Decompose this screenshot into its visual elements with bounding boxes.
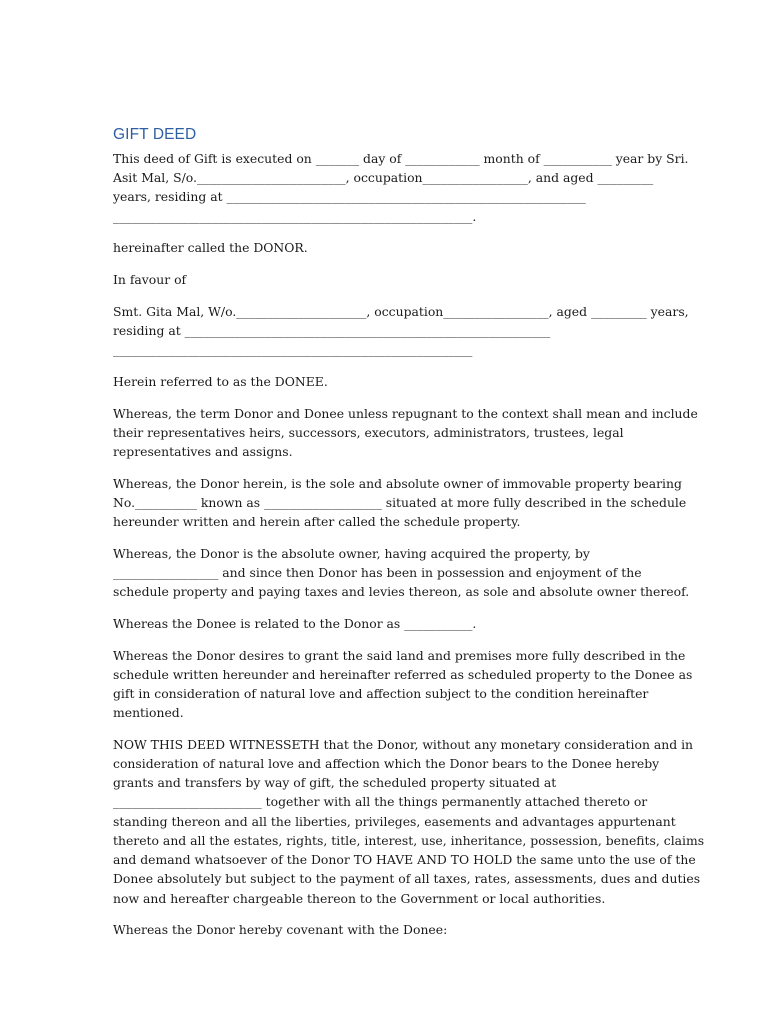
text-line: Smt. Gita Mal, W/o._____________________, occupation_________________, aged _________ years, — [113, 303, 689, 319]
text-line: schedule property and paying taxes and levies thereon, as sole and absolute owner thereof. — [113, 584, 690, 600]
text-line: Whereas, the Donor herein, is the sole and absolute owner of immovable property bearing — [113, 475, 682, 491]
paragraph — [113, 302, 689, 360]
text-line: Herein referred to as the DONEE. — [113, 373, 328, 389]
text-line: gift in consideration of natural love and affection subject to the condition hereinafter — [113, 685, 649, 701]
paragraph — [113, 149, 689, 226]
paragraph — [113, 404, 698, 462]
text-line: In favour of — [113, 272, 187, 288]
paragraph-gap — [113, 461, 658, 474]
text-line: NOW THIS DEED WITNESSETH that the Donor, without any monetary consideration and in — [113, 736, 694, 752]
text-line: _________________ and since then Donor has been in possession and enjoyment of the — [113, 564, 642, 580]
text-line: Whereas, the term Donor and Donee unless repugnant to the context shall mean and include — [113, 405, 698, 421]
text-line: and demand whatsoever of the Donor TO HAVE AND TO HOLD the same unto the use of the — [113, 852, 696, 868]
text-line: __________________________________________________________. — [113, 208, 477, 224]
paragraph-gap — [113, 289, 658, 302]
text-line: representatives and assigns. — [113, 443, 293, 459]
paragraph — [113, 238, 658, 257]
text-line: now and hereafter chargeable thereon to the Government or local authorities. — [113, 890, 606, 906]
paragraph — [113, 474, 687, 532]
paragraph-gap — [113, 359, 658, 372]
paragraph-gap — [113, 258, 658, 271]
paragraph-gap — [113, 908, 658, 921]
document-page — [113, 124, 705, 939]
text-line: No.__________ known as ___________________ situated at more fully described in the schedule — [113, 494, 687, 510]
text-line: consideration of natural love and affection which the Donor bears to the Donee hereby — [113, 756, 660, 772]
text-line: years, residing at __________________________________________________________ — [113, 189, 586, 205]
paragraph-gap — [113, 531, 658, 544]
text-line: Whereas the Donor hereby covenant with the Donee: — [113, 922, 448, 938]
paragraph-gap — [113, 722, 658, 735]
text-line: Whereas the Donor desires to grant the said land and premises more fully described in the — [113, 647, 686, 663]
text-line: thereto and all the estates, rights, title, interest, use, inheritance, possession, benefits, claims — [113, 832, 705, 848]
paragraph-gap — [113, 633, 658, 646]
text-line: grants and transfers by way of gift, the scheduled property situated at — [113, 775, 557, 791]
paragraph — [113, 614, 658, 633]
text-line: their representatives heirs, successors, executors, administrators, trustees, legal — [113, 424, 624, 440]
text-line: This deed of Gift is executed on _______ day of ____________ month of ___________ year by Sri. — [113, 151, 689, 166]
text-line: standing thereon and all the liberties, privileges, easements and advantages appurtenant — [113, 813, 676, 829]
paragraph — [113, 735, 705, 908]
paragraph — [113, 920, 658, 939]
paragraph — [113, 372, 658, 391]
paragraph — [113, 544, 690, 602]
text-line: residing at ___________________________________________________________ — [113, 322, 551, 338]
text-line: hereinafter called the DONOR. — [113, 240, 308, 256]
document-body — [113, 149, 705, 939]
text-line: Asit Mal, S/o.________________________, occupation_________________, and aged _________ — [113, 170, 654, 186]
text-line: ________________________ together with all the things permanently attached thereto or — [113, 794, 648, 810]
text-line: Whereas the Donee is related to the Donor as ___________. — [113, 615, 477, 631]
text-line: Donee absolutely but subject to the payment of all taxes, rates, assessments, dues and duties — [113, 871, 701, 887]
text-line: schedule written hereunder and hereinafter referred as scheduled property to the Donee as — [113, 666, 693, 682]
text-line: Whereas, the Donor is the absolute owner, having acquired the property, by — [113, 545, 590, 561]
paragraph-gap — [113, 226, 658, 239]
paragraph — [113, 270, 658, 289]
text-line: hereunder written and herein after called the schedule property. — [113, 514, 521, 530]
text-line: __________________________________________________________ — [113, 342, 473, 358]
text-line: mentioned. — [113, 705, 184, 721]
paragraph — [113, 646, 693, 723]
document-title: GIFT DEED — [113, 126, 197, 143]
paragraph-gap — [113, 601, 658, 614]
paragraph-gap — [113, 391, 658, 404]
